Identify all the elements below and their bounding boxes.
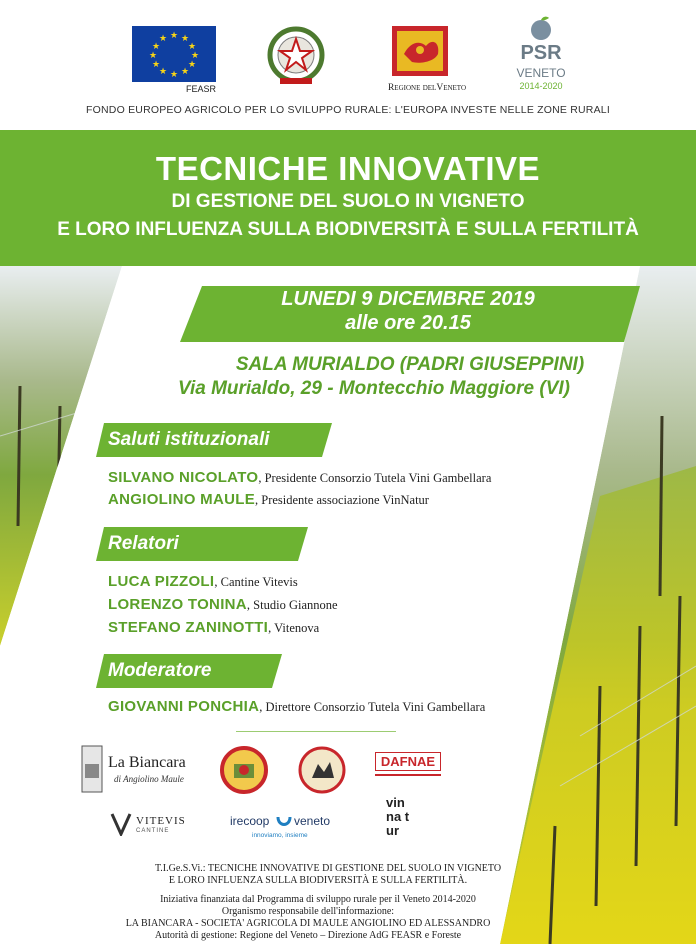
footer-org-label: Organismo responsabile dell'informazione: xyxy=(221,906,395,917)
irecoop-region: veneto xyxy=(294,814,331,828)
speaker-name: ANGIOLINO MAULE xyxy=(108,491,255,508)
dafnae-text: DAFNAE xyxy=(375,752,441,771)
irecoop-tagline: innoviamo, insieme xyxy=(252,832,308,839)
section-title-moderatore: Moderatore xyxy=(108,660,212,681)
fondo-tagline: FONDO EUROPEO AGRICOLO PER LO SVILUPPO RURALE: L'EUROPA INVESTE NELLE ZONE RURALI xyxy=(86,104,610,116)
biancara-name: La Biancara xyxy=(108,754,186,771)
speaker-name: LORENZO TONINA xyxy=(108,596,247,613)
speaker-row xyxy=(108,698,485,716)
italian-republic-emblem xyxy=(266,26,326,88)
psr-region-text: VENETO xyxy=(516,66,566,80)
speaker-role: , Presidente associazione VinNatur xyxy=(255,493,429,507)
vitevis-name: VITEVIS xyxy=(136,815,186,827)
divider xyxy=(236,731,396,732)
speaker-row xyxy=(108,596,338,614)
speaker-row xyxy=(108,469,491,487)
event-time: alle ore 20.15 xyxy=(345,312,471,334)
title-line-3: E LORO INFLUENZA SULLA BIODIVERSITÀ E SULLA FERTILITÀ xyxy=(57,219,639,240)
vinnatur-text: vin na tur xyxy=(386,795,410,838)
irecoop-name: irecoop xyxy=(230,814,270,828)
speaker-row xyxy=(108,573,298,591)
title-line-1: TECNICHE INNOVATIVE xyxy=(155,150,541,187)
consorzio-gambellara-badge xyxy=(220,746,268,799)
speaker-role: , Presidente Consorzio Tutela Vini Gambellara xyxy=(258,471,492,485)
section-title-relatori: Relatori xyxy=(108,533,179,554)
footer-org-name: LA BIANCARA - SOCIETA' AGRICOLA DI MAULE ANGIOLINO ED ALESSANDRO xyxy=(125,918,491,929)
speaker-row xyxy=(108,491,429,509)
consorzio-colli-berici-badge xyxy=(298,746,346,799)
regione-veneto-caption: Regione delVeneto xyxy=(387,83,467,93)
biancara-sub: di Angiolino Maule xyxy=(114,774,184,784)
footer-authority: Autorità di gestione: Regione del Veneto – Direzione AdG FEASR e Foreste xyxy=(154,930,462,941)
footer-financing: Iniziativa finanziata dal Programma di sviluppo rurale per il Veneto 2014-2020 xyxy=(160,894,476,905)
speaker-name: SILVANO NICOLATO xyxy=(108,469,259,486)
la-biancara-logo xyxy=(80,744,200,796)
eu-caption: FEASR xyxy=(185,84,216,94)
regione-veneto-logo xyxy=(390,24,458,80)
speaker-role: , Cantine Vitevis xyxy=(214,575,298,589)
psr-text: PSR xyxy=(520,42,562,64)
irecoop-veneto-logo xyxy=(230,812,340,842)
irecoop-mark-icon xyxy=(276,813,292,829)
footer-project-line-2: E LORO INFLUENZA SULLA BIODIVERSITÀ E SULLA FERTILITÀ. xyxy=(168,875,468,886)
title-line-2: DI GESTIONE DEL SUOLO IN VIGNETO xyxy=(171,191,525,212)
event-address: Via Murialdo, 29 - Montecchio Maggiore (VI) xyxy=(177,378,570,399)
footer-project-line-1: T.I.Ge.S.Vi.: TECNICHE INNOVATIVE DI GESTIONE DEL SUOLO IN VIGNETO xyxy=(154,863,502,874)
speaker-role: , Studio Giannone xyxy=(246,598,338,612)
vitevis-sub: CANTINE xyxy=(136,828,170,834)
speaker-name: GIOVANNI PONCHIA xyxy=(108,698,260,715)
vitevis-logo xyxy=(110,812,196,838)
dafnae-logo xyxy=(375,752,441,786)
section-title-saluti: Saluti istituzionali xyxy=(108,429,270,450)
psr-veneto-logo xyxy=(513,14,569,98)
eu-flag-logo: ★ ★ ★ ★ ★ ★ ★ ★ ★ ★ ★ ★ xyxy=(132,26,216,82)
speaker-role: , Direttore Consorzio Tutela Vini Gambellara xyxy=(259,700,486,714)
event-date: LUNEDI 9 DICEMBRE 2019 xyxy=(281,288,535,310)
psr-years-text: 2014-2020 xyxy=(519,81,563,91)
speaker-role: , Vitenova xyxy=(268,621,320,635)
speaker-row xyxy=(108,619,319,637)
event-venue: SALA MURIALDO (PADRI GIUSEPPINI) xyxy=(235,354,585,375)
vinnatur-logo xyxy=(386,796,418,850)
dafnae-rule xyxy=(375,774,441,776)
speaker-name: LUCA PIZZOLI xyxy=(108,573,215,590)
speaker-name: STEFANO ZANINOTTI xyxy=(108,619,269,636)
